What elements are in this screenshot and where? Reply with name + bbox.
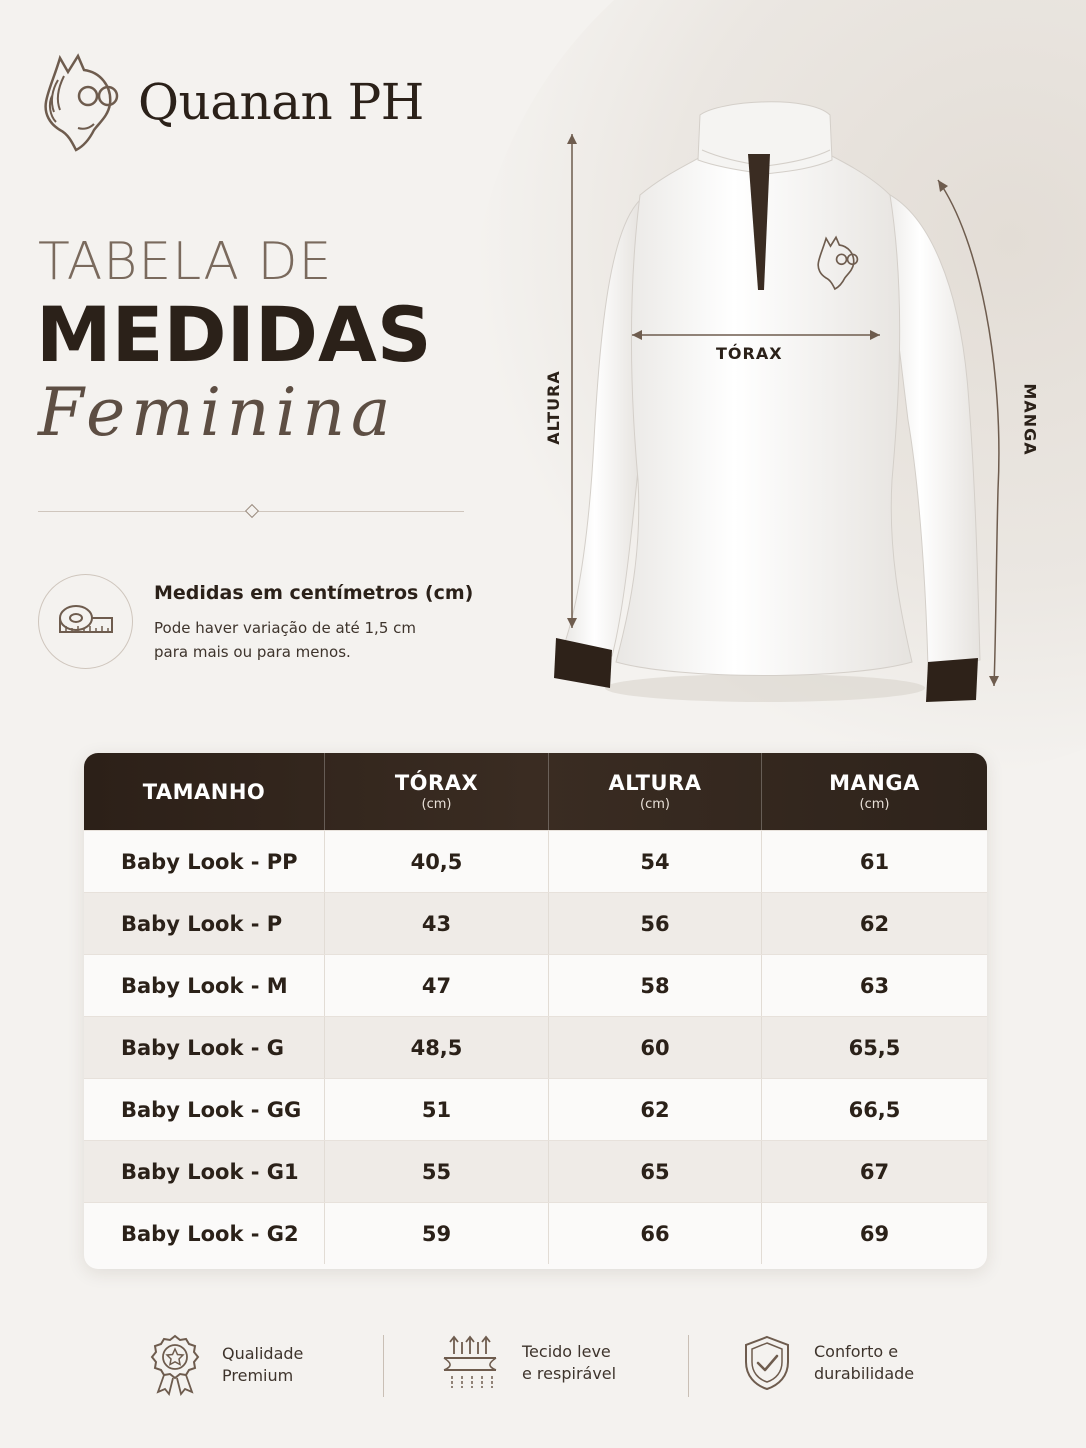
feature-quality bbox=[150, 1334, 303, 1396]
cell-altura: 66 bbox=[549, 1203, 762, 1264]
measuring-tape-icon bbox=[56, 600, 116, 644]
size-table bbox=[84, 753, 987, 1269]
cell-size: Baby Look - G bbox=[84, 1017, 325, 1078]
table-header bbox=[84, 753, 987, 830]
medal-icon bbox=[150, 1334, 200, 1396]
table-row bbox=[84, 892, 987, 954]
cell-torax: 59 bbox=[325, 1203, 549, 1264]
cell-size: Baby Look - P bbox=[84, 893, 325, 954]
table-row bbox=[84, 954, 987, 1016]
table-row bbox=[84, 1078, 987, 1140]
cell-size: Baby Look - M bbox=[84, 955, 325, 1016]
feature-separator bbox=[688, 1335, 689, 1397]
cell-manga: 65,5 bbox=[848, 1035, 901, 1060]
table-row bbox=[84, 1016, 987, 1078]
brand-name: Quanan PH bbox=[138, 73, 424, 131]
page-title-line1: TABELA DE bbox=[38, 232, 333, 292]
cell-manga: 66,5 bbox=[848, 1097, 901, 1122]
fabric-icon bbox=[440, 1334, 500, 1392]
cell-torax: 40,5 bbox=[325, 831, 549, 892]
info-line-1: Pode haver variação de até 1,5 cm bbox=[154, 619, 416, 637]
cell-altura: 60 bbox=[549, 1017, 762, 1078]
divider-diamond-icon bbox=[245, 504, 259, 518]
cell-manga: 67 bbox=[859, 1159, 890, 1184]
feature-separator bbox=[383, 1335, 384, 1397]
info-title: Medidas em centímetros (cm) bbox=[154, 582, 474, 604]
cell-manga: 62 bbox=[859, 911, 890, 936]
altura-label: ALTURA bbox=[543, 370, 563, 445]
cell-altura: 58 bbox=[549, 955, 762, 1016]
table-row bbox=[84, 1140, 987, 1202]
cell-size: Baby Look - G1 bbox=[84, 1141, 325, 1202]
cell-altura: 54 bbox=[549, 831, 762, 892]
cell-size: Baby Look - G2 bbox=[84, 1203, 325, 1264]
measuring-tape-badge bbox=[38, 574, 133, 669]
brand bbox=[38, 50, 424, 154]
feature-comfort bbox=[742, 1334, 914, 1392]
cell-size: Baby Look - PP bbox=[84, 831, 325, 892]
cell-torax: 51 bbox=[325, 1079, 549, 1140]
cell-torax: 43 bbox=[325, 893, 549, 954]
torax-label: TÓRAX bbox=[716, 344, 783, 363]
cell-torax: 55 bbox=[325, 1141, 549, 1202]
shield-check-icon bbox=[742, 1334, 792, 1392]
feature-comfort-line1: Conforto e bbox=[814, 1342, 899, 1361]
header-torax: TÓRAX (cm) bbox=[325, 753, 549, 830]
feature-fabric bbox=[440, 1334, 616, 1392]
manga-label: MANGA bbox=[1020, 383, 1040, 456]
feature-comfort-line2: durabilidade bbox=[814, 1364, 915, 1383]
cell-manga: 69 bbox=[859, 1221, 890, 1246]
table-row bbox=[84, 830, 987, 892]
shirt-illustration bbox=[520, 90, 1060, 730]
page-title-line2: MEDIDAS bbox=[36, 290, 432, 379]
cell-manga: 63 bbox=[859, 973, 890, 998]
horse-logo-icon bbox=[38, 50, 122, 154]
feature-quality-line2: Premium bbox=[222, 1366, 294, 1385]
cell-altura: 56 bbox=[549, 893, 762, 954]
cell-size: Baby Look - GG bbox=[84, 1079, 325, 1140]
shirt-image bbox=[520, 90, 1060, 730]
header-manga: MANGA (cm) bbox=[829, 771, 920, 812]
cell-manga: 61 bbox=[859, 849, 890, 874]
cell-altura: 65 bbox=[549, 1141, 762, 1202]
info-line-2: para mais ou para menos. bbox=[154, 643, 351, 661]
cell-altura: 62 bbox=[549, 1079, 762, 1140]
header-tamanho: TAMANHO bbox=[84, 753, 325, 830]
page-subtitle: Feminina bbox=[38, 374, 397, 451]
feature-quality-line1: Qualidade bbox=[222, 1344, 304, 1363]
table-row bbox=[84, 1202, 987, 1264]
feature-fabric-line2: e respirável bbox=[522, 1364, 617, 1383]
header-altura: ALTURA (cm) bbox=[549, 753, 762, 830]
cell-torax: 47 bbox=[325, 955, 549, 1016]
cell-torax: 48,5 bbox=[325, 1017, 549, 1078]
feature-fabric-line1: Tecido leve bbox=[522, 1342, 611, 1361]
info-text bbox=[154, 616, 484, 664]
